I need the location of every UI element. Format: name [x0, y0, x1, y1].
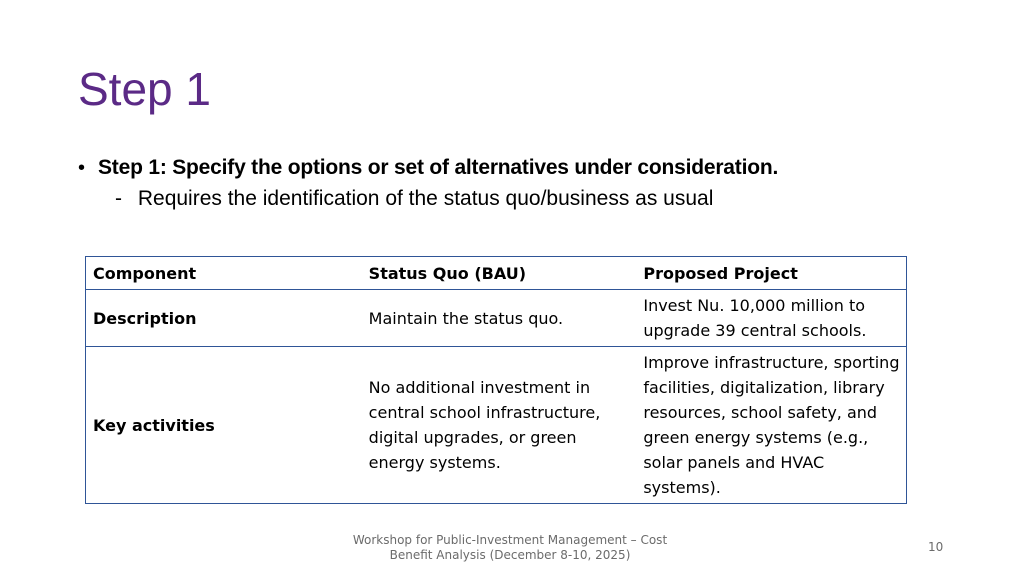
table-row: [86, 290, 907, 347]
bullet-marker: •: [78, 157, 86, 179]
row-component: Key activities: [86, 347, 362, 504]
bullet-text: Step 1: Specify the options or set of alternatives under consideration.: [98, 156, 779, 179]
header-proposed-project: Proposed Project: [636, 257, 906, 290]
bullet-list: [78, 156, 978, 211]
row-component: Description: [86, 290, 362, 347]
sub-bullet-marker: -: [115, 187, 122, 210]
row-status-quo: No additional investment in central school infrastructure, digital upgrades, or green energy systems.: [362, 347, 637, 504]
bullet-item: [78, 156, 978, 180]
footer-line-1: Workshop for Public-Investment Management – Cost: [352, 533, 668, 547]
page-number: 10: [928, 540, 944, 554]
row-status-quo: Maintain the status quo.: [362, 290, 637, 347]
header-component: Component: [86, 257, 362, 290]
sub-bullet-text: Requires the identification of the status quo/business as usual: [137, 187, 714, 210]
row-proposed: Invest Nu. 10,000 million to upgrade 39 central schools.: [636, 290, 906, 347]
table-row: [86, 347, 907, 504]
sub-bullet-item: [115, 187, 978, 211]
table-header-row: [86, 257, 907, 290]
footer-line-2: Benefit Analysis (December 8-10, 2025): [389, 548, 631, 562]
slide-title: Step 1: [78, 63, 211, 115]
row-proposed: Improve infrastructure, sporting facilities, digitalization, library resources, school safety, and green energy systems (e.g., solar panels and HVAC systems).: [636, 347, 906, 504]
comparison-table: [85, 256, 907, 504]
header-status-quo: Status Quo (BAU): [362, 257, 637, 290]
footer-text: [340, 533, 680, 563]
